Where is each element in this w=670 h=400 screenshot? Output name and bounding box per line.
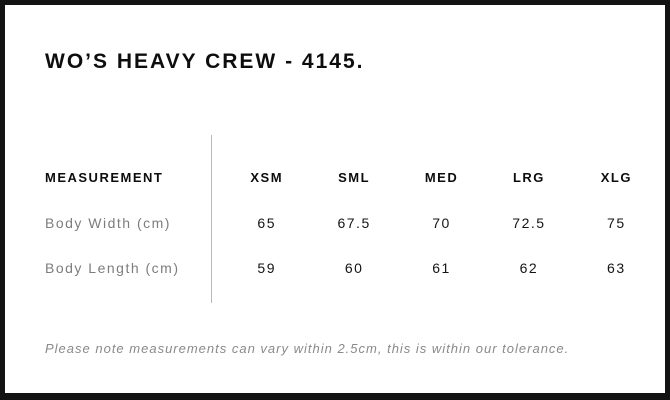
top-hairline: [0, 0, 670, 1]
body-length-xsm: 59: [257, 259, 276, 276]
body-length-xlg: 63: [607, 259, 626, 276]
column-header-xsm: XSM: [250, 170, 284, 185]
column-header-lrg: LRG: [512, 170, 545, 185]
body-width-values: [223, 215, 660, 231]
size-chart-table: [5, 155, 665, 290]
row-label-body-length: Body Length (cm): [45, 259, 180, 276]
body-length-sml: 60: [344, 259, 364, 276]
body-width-med: 70: [432, 214, 451, 231]
body-length-lrg: 62: [519, 259, 539, 276]
column-header-sml: SML: [338, 170, 371, 185]
size-header-columns: [223, 170, 660, 185]
column-header-xlg: XLG: [600, 170, 632, 185]
page-title: WO’S HEAVY CREW - 4145.: [45, 50, 365, 73]
body-length-med: 61: [432, 259, 451, 276]
table-row-body-width: [5, 200, 665, 245]
body-width-lrg: 72.5: [512, 214, 546, 231]
column-header-measurement: MEASUREMENT: [45, 170, 164, 185]
tolerance-note: Please note measurements can vary within 2.5cm, this is within our tolerance.: [45, 341, 570, 356]
table-header-row: [5, 155, 665, 200]
body-width-xsm: 65: [257, 214, 276, 231]
row-label-body-width: Body Width (cm): [45, 214, 171, 231]
body-length-values: [223, 260, 660, 276]
column-header-med: MED: [424, 170, 459, 185]
table-row-body-length: [5, 245, 665, 290]
body-width-xlg: 75: [607, 214, 626, 231]
body-width-sml: 67.5: [337, 214, 371, 231]
